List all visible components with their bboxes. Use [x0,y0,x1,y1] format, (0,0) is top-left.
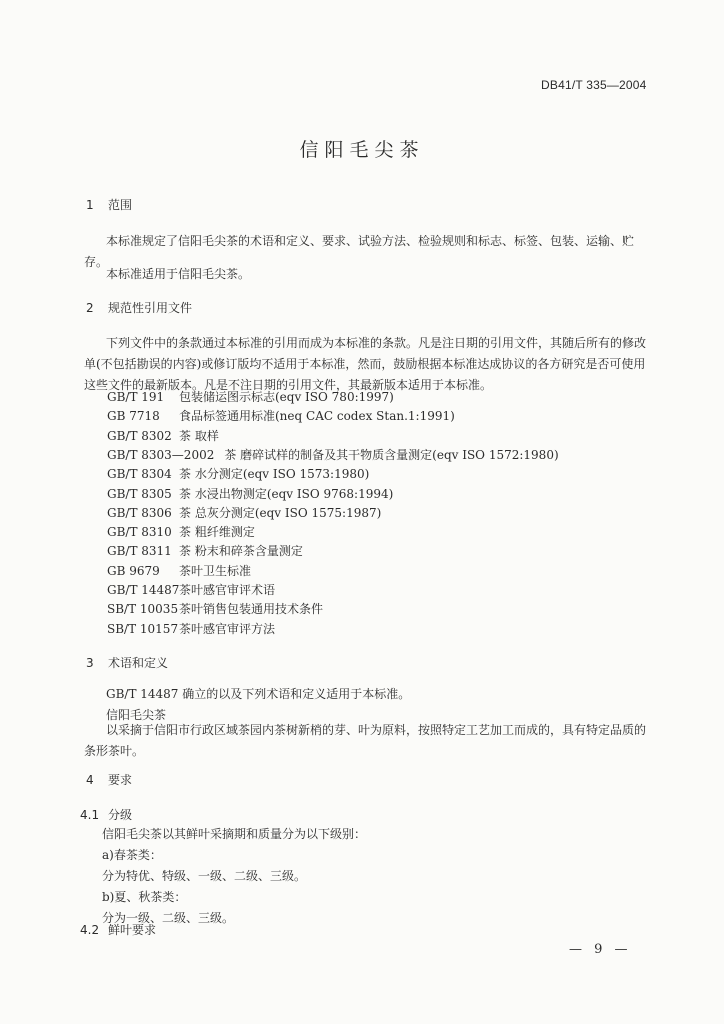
reference-item [107,600,323,617]
reference-item [107,407,455,424]
reference-title: 茶 水浸出物测定(eqv ISO 9768:1994) [179,486,394,501]
grading-line-5: 分为一级、二级、三级。 [102,911,235,925]
reference-title: 茶 磨碎试样的制备及其干物质含量测定(eqv ISO 1572:1980) [224,447,559,462]
subsection-4-1-number: 4.1 [80,808,100,822]
section-1-paragraph-2: 本标准适用于信阳毛尖茶。 [106,267,251,281]
reference-code: GB/T 8302 [107,428,172,443]
subsection-4-2-number: 4.2 [80,923,100,937]
reference-code: SB/T 10157 [107,621,179,636]
reference-title: 茶 粗纤维测定 [179,525,255,540]
reference-title: 茶叶感官审评方法 [179,621,276,636]
reference-code: GB/T 8303—2002 [107,447,215,462]
section-1-paragraph-1: 本标准规定了信阳毛尖茶的术语和定义、要求、试验方法、检验规则和标志、标签、包装、运输、贮存。 [84,234,635,269]
reference-item [107,523,255,540]
section-1-number: 1 [86,198,94,212]
term-name: 信阳毛尖茶 [106,708,167,722]
reference-code: GB/T 8305 [107,486,172,501]
reference-item [107,504,381,521]
reference-title: 茶叶卫生标准 [179,563,252,578]
reference-title: 茶 取样 [179,428,219,443]
reference-title: 茶 水分测定(eqv ISO 1573:1980) [179,467,370,482]
section-1-title: 范围 [108,198,133,212]
section-2-heading [86,299,192,316]
reference-title: 包装储运图示标志(eqv ISO 780:1997) [179,390,394,404]
section-3-intro: GB/T 14487 确立的以及下列术语和定义适用于本标准。 [106,687,411,701]
page-number: — 9 — [569,942,632,957]
reference-title: 茶 总灰分测定(eqv ISO 1575:1987) [179,505,382,520]
reference-title: 茶 粉末和碎茶含量测定 [179,544,303,559]
section-4-title: 要求 [108,773,133,787]
section-3-number: 3 [86,656,94,670]
grading-line-3: 分为特优、特级、一级、二级、三级。 [102,869,307,883]
reference-item [107,542,303,559]
reference-item [107,465,369,482]
reference-title: 茶叶销售包装通用技术条件 [179,602,324,617]
document-title: 信阳毛尖茶 [299,139,425,161]
reference-item [107,581,275,598]
reference-item [107,446,559,463]
section-1-heading [86,196,132,213]
section-2-intro: 下列文件中的条款通过本标准的引用而成为本标准的条款。凡是注日期的引用文件，其随后所有的修改单(不包括勘误的内容)或修订版均不适用于本标准，然而，鼓励根据本标准达成协议的各方研究是否可使用这些文件的最新版本。凡是不注日期的引用文件，其最新版本适用于本标准。 [84,336,647,392]
section-4-heading [86,771,132,788]
reference-code: GB/T 8310 [107,525,172,540]
section-2-number: 2 [86,301,94,315]
reference-code: GB/T 8311 [107,544,172,559]
reference-title: 食品标签通用标准(neq CAC codex Stan.1:1991) [179,409,455,424]
reference-code: GB/T 191 [107,390,165,404]
reference-code: GB/T 8304 [107,467,172,482]
section-3-title: 术语和定义 [108,656,169,670]
grading-line-1: 信阳毛尖茶以其鲜叶采摘期和质量分为以下级别： [102,827,367,841]
grading-line-4: b)夏、秋茶类： [102,890,187,904]
section-4-number: 4 [86,773,94,787]
reference-code: GB/T 14487 [107,583,180,597]
reference-title: 茶叶感官审评术语 [179,583,276,597]
term-definition: 以采摘于信阳市行政区域茶园内茶树新梢的芽、叶为原料，按照特定工艺加工而成的，具有特定品质的条形茶叶。 [84,723,647,758]
reference-item [107,562,251,579]
subsection-4-2-title: 鲜叶要求 [108,923,157,937]
subsection-4-1-title: 分级 [108,808,133,822]
grading-line-2: a)春茶类： [102,848,162,862]
subsection-4-2-heading [80,921,156,938]
reference-item [107,388,394,405]
reference-code: GB/T 8306 [107,505,172,520]
document-code: DB41/T 335—2004 [541,78,647,92]
reference-item [107,427,219,444]
reference-code: SB/T 10035 [107,602,179,617]
section-2-title: 规范性引用文件 [108,301,193,315]
reference-item [107,620,275,637]
reference-code: GB 9679 [107,563,160,578]
subsection-4-1-heading [80,806,132,823]
reference-code: GB 7718 [107,409,160,424]
section-3-heading [86,654,168,671]
reference-item [107,485,393,502]
